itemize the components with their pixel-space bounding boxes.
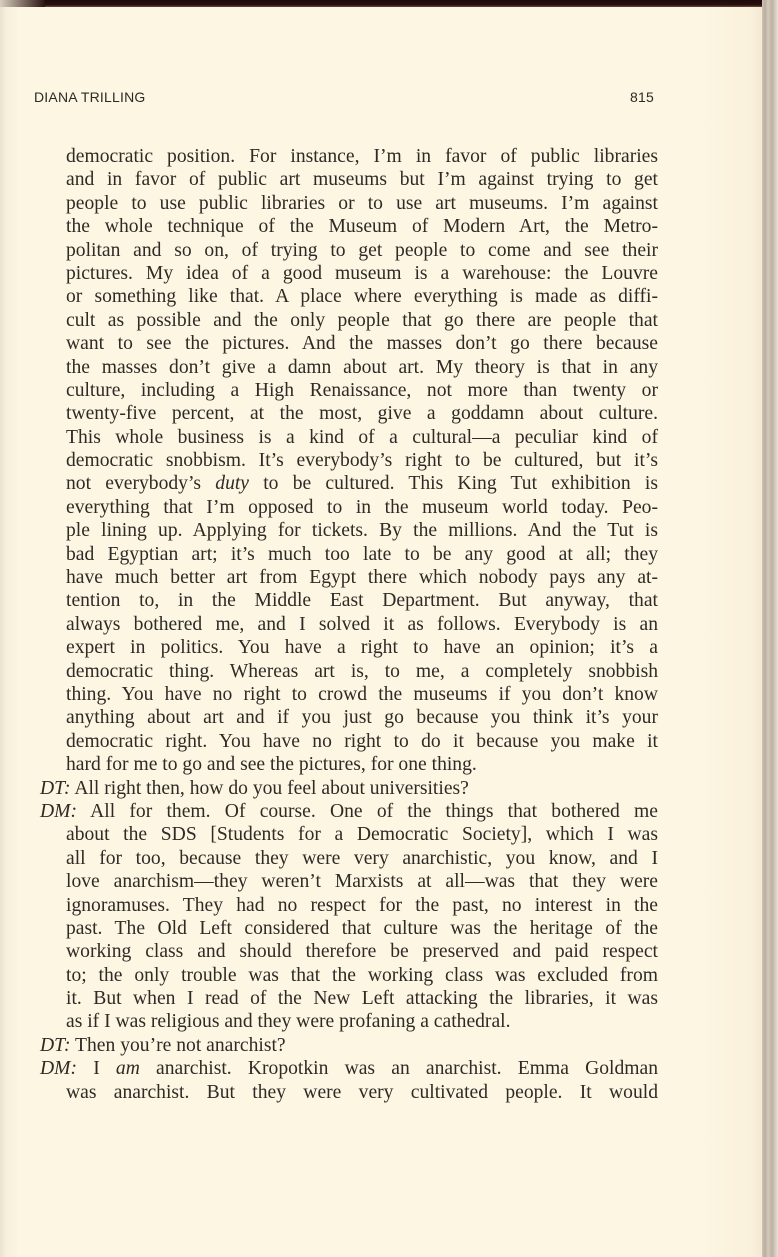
text-segment: and in favor of public art museums but I’m against trying to get <box>66 169 658 191</box>
text-segment: democratic position. For instance, I’m in favor of public libraries <box>66 146 658 167</box>
text-segment: democratic thing. Whereas art is, to me, a completely snobbish <box>66 660 658 682</box>
text-line <box>40 660 658 683</box>
text-line <box>40 1034 658 1057</box>
text-segment: All right then, how do you feel about universities? <box>70 777 469 799</box>
text-segment: have much better art from Egypt there which nobody pays any at- <box>66 567 658 589</box>
text-segment: ignoramuses. They had no respect for the past, no interest in the <box>66 894 658 916</box>
page-top-edge-corner <box>0 0 45 7</box>
text-line <box>40 706 658 729</box>
text-segment: expert in politics. You have a right to have an opinion; it’s a <box>66 637 658 659</box>
text-segment: to; the only trouble was that the working class was excluded from <box>66 964 658 986</box>
body-text <box>40 145 658 1104</box>
text-line <box>40 987 658 1010</box>
running-head-author: DIANA TRILLING <box>34 89 146 105</box>
speaker-label: DM: <box>40 800 77 822</box>
speaker-label: DT: <box>40 777 71 799</box>
text-line <box>40 800 658 823</box>
text-segment: want to see the pictures. And the masses don’t go there because <box>66 333 658 355</box>
text-segment: everything that I’m opposed to in the museum world today. Peo- <box>66 496 658 518</box>
text-segment: working class and should therefore be preserved and paid respect <box>66 941 658 963</box>
text-segment: the masses don’t give a damn about art. My theory is that in any <box>66 356 658 378</box>
text-line <box>40 215 658 238</box>
text-line <box>40 239 658 262</box>
page-number: 815 <box>630 89 654 105</box>
page-top-edge <box>0 0 770 7</box>
text-line <box>40 777 658 800</box>
text-line <box>40 192 658 215</box>
text-segment: always bothered me, and I solved it as follows. Everybody is an <box>66 613 658 635</box>
text-line <box>40 472 658 495</box>
text-segment: not everybody’s <box>66 473 216 495</box>
text-segment: tention to, in the Middle East Department. But anyway, that <box>66 590 658 612</box>
text-line <box>40 847 658 870</box>
text-line <box>40 566 658 589</box>
text-line <box>40 753 658 776</box>
text-line <box>40 285 658 308</box>
text-line <box>40 940 658 963</box>
text-line <box>40 1057 658 1080</box>
text-segment: to be cultured. This King Tut exhibition is <box>249 473 658 495</box>
emphasis-text: duty <box>215 473 249 495</box>
text-segment: democratic right. You have no right to do it because you make it <box>66 730 658 752</box>
text-segment: people to use public libraries or to use art museums. I’m against <box>66 192 658 214</box>
text-segment: bad Egyptian art; it’s much too late to be any good at all; they <box>66 543 658 565</box>
text-line <box>40 496 658 519</box>
text-segment: or something like that. A place where everything is made as diffi- <box>66 286 658 308</box>
text-line <box>40 379 658 402</box>
text-segment: twenty-five percent, at the most, give a goddamn about culture. <box>66 403 658 425</box>
text-line <box>40 332 658 355</box>
text-line <box>40 683 658 706</box>
text-line <box>40 168 658 191</box>
page-gutter-edge <box>762 0 778 1257</box>
text-line <box>40 730 658 753</box>
text-segment: about the SDS [Students for a Democratic Society], which I was <box>66 824 658 846</box>
text-line <box>40 262 658 285</box>
speaker-label: DT: <box>40 1034 71 1056</box>
text-segment: all for too, because they were very anarchistic, you know, and I <box>66 847 658 869</box>
text-segment: Then you’re not anarchist? <box>70 1034 286 1056</box>
text-line <box>40 543 658 566</box>
text-segment: politan and so on, of trying to get people to come and see their <box>66 239 658 261</box>
text-segment: past. The Old Left considered that culture was the heritage of the <box>66 917 658 939</box>
text-line <box>40 309 658 332</box>
text-line <box>40 402 658 425</box>
text-line <box>40 964 658 987</box>
text-segment: was anarchist. But they were very cultivated people. It would <box>66 1081 658 1103</box>
text-segment: love anarchism—they weren’t Marxists at all—was that they were <box>66 871 658 893</box>
text-segment: thing. You have no right to crowd the museums if you don’t know <box>66 683 658 705</box>
text-line <box>40 1081 658 1104</box>
text-line <box>40 589 658 612</box>
text-segment: culture, including a High Renaissance, not more than twenty or <box>66 379 658 401</box>
text-segment: the whole technique of the Museum of Modern Art, the Metro- <box>66 216 658 238</box>
text-line <box>40 636 658 659</box>
text-line <box>40 1010 658 1033</box>
text-segment: All for them. Of course. One of the things that bothered me <box>77 800 658 822</box>
text-segment: ple lining up. Applying for tickets. By the millions. And the Tut is <box>66 520 658 542</box>
speaker-label: DM: <box>40 1058 77 1080</box>
text-segment: pictures. My idea of a good museum is a warehouse: the Louvre <box>66 262 658 284</box>
text-line <box>40 519 658 542</box>
text-segment: anarchist. Kropotkin was an anarchist. Emma Goldman <box>139 1058 658 1080</box>
emphasis-text: am <box>115 1058 140 1080</box>
text-line <box>40 145 658 168</box>
text-line <box>40 894 658 917</box>
text-segment: This whole business is a kind of a cultural—a peculiar kind of <box>66 426 658 448</box>
text-line <box>40 917 658 940</box>
text-segment: cult as possible and the only people that go there are people that <box>66 309 658 331</box>
text-line <box>40 870 658 893</box>
text-segment: anything about art and if you just go because you think it’s your <box>66 707 658 729</box>
text-line <box>40 613 658 636</box>
text-line <box>40 426 658 449</box>
text-line <box>40 449 658 472</box>
text-segment: as if I was religious and they were profaning a cathedral. <box>66 1011 511 1033</box>
text-segment: it. But when I read of the New Left attacking the libraries, it was <box>66 988 658 1010</box>
text-segment: democratic snobbism. It’s everybody’s right to be cultured, but it’s <box>66 450 658 472</box>
text-segment: I <box>77 1058 116 1080</box>
text-line <box>40 823 658 846</box>
text-segment: hard for me to go and see the pictures, for one thing. <box>66 754 477 776</box>
text-line <box>40 356 658 379</box>
